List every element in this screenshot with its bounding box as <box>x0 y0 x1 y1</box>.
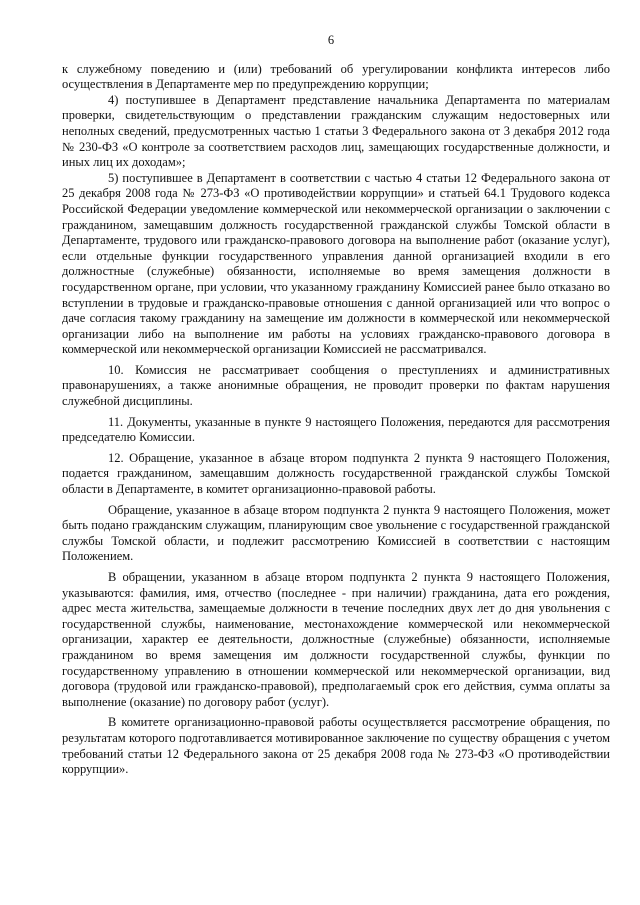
paragraph-item-4: 4) поступившее в Департамент представление начальника Департамента по материалам проверки, свидетельствующим о представлении гражданским служащим недостоверных или неполных сведений, предусмотренных частью 1 статьи 3 Федерального закона от 3 декабря 2012 года № 230-ФЗ «О контроле за соответствием расходов лиц, замещающих государственные должности, и иных лиц их доходам»; <box>62 92 610 170</box>
paragraph-appeal-contents: В обращении, указанном в абзаце втором подпункта 2 пункта 9 настоящего Положения, указываются: фамилия, имя, отчество (последнее - при наличии) гражданина, дата его рождения, адрес места жительства, замещаемые должности в течение последних двух лет до дня увольнения с государственной службы, наименование, местонахождение коммерческой или некоммерческой организации, характер ее деятельности, должностные (служебные) обязанности, исполняемые гражданином во время замещения им должности государственной службы, функции по государственному управлению в отношении коммерческой или некоммерческой организации, вид договора (трудовой или гражданско-правовой), предполагаемый срок его действия, сумма оплаты за выполнение (оказание) по договору работ (услуг). <box>62 570 610 709</box>
page-number: 6 <box>327 33 335 47</box>
paragraph-item-5: 5) поступившее в Департамент в соответствии с частью 4 статьи 12 Федерального закона от 25 декабря 2008 года № 273-ФЗ «О противодействии коррупции» и статьей 64.1 Трудового кодекса Российской Федерации уведомление коммерческой или некоммерческой организации о заключении с гражданином, замещавшим должность государственной гражданской службы Томской области в Департаменте, трудового или гражданско-правового договора на выполнение работ (оказание услуг), если отдельные функции государственного управления данной организацией входили в его должностные (служебные) обязанности, исполняемые во время замещения должности в государственном органе, при условии, что указанному гражданину Комиссией ранее было отказано во вступлении в трудовые и гражданско-правовые отношения с данной организацией или что вопрос о даче согласия такому гражданину на замещение им должности в коммерческой или некоммерческой организации либо на выполнение им работы на условиях гражданско-правового договора в коммерческой или некоммерческой организации Комиссией не рассматривался. <box>62 170 610 357</box>
paragraph-point-12: 12. Обращение, указанное в абзаце втором подпункта 2 пункта 9 настоящего Положения, подается гражданином, замещавшим должность государственной гражданской службы Томской области в Департаменте, в комитет организационно-правовой работы. <box>62 450 610 497</box>
paragraph-point-10: 10. Комиссия не рассматривает сообщения о преступлениях и административных правонарушениях, а также анонимные обращения, не проводит проверки по фактам нарушения служебной дисциплины. <box>62 362 610 409</box>
paragraph-point-11: 11. Документы, указанные в пункте 9 настоящего Положения, передаются для рассмотрения председателю Комиссии. <box>62 414 610 445</box>
paragraph-continuation: к служебному поведению и (или) требований об урегулировании конфликта интересов либо осуществления в Департаменте мер по предупреждению коррупции; <box>62 61 610 92</box>
paragraph-legal-committee-review: В комитете организационно-правовой работы осуществляется рассмотрение обращения, по результатам которого подготавливается мотивированное заключение по существу обращения с учетом требований статьи 12 Федерального закона от 25 декабря 2008 года № 273-ФЗ «О противодействии коррупции». <box>62 715 610 777</box>
paragraph-appeal-planned-dismissal: Обращение, указанное в абзаце втором подпункта 2 пункта 9 настоящего Положения, может быть подано гражданским служащим, планирующим свое увольнение с государственной гражданской службы Томской области, и подлежит рассмотрению Комиссией в соответствии с настоящим Положением. <box>62 502 610 564</box>
